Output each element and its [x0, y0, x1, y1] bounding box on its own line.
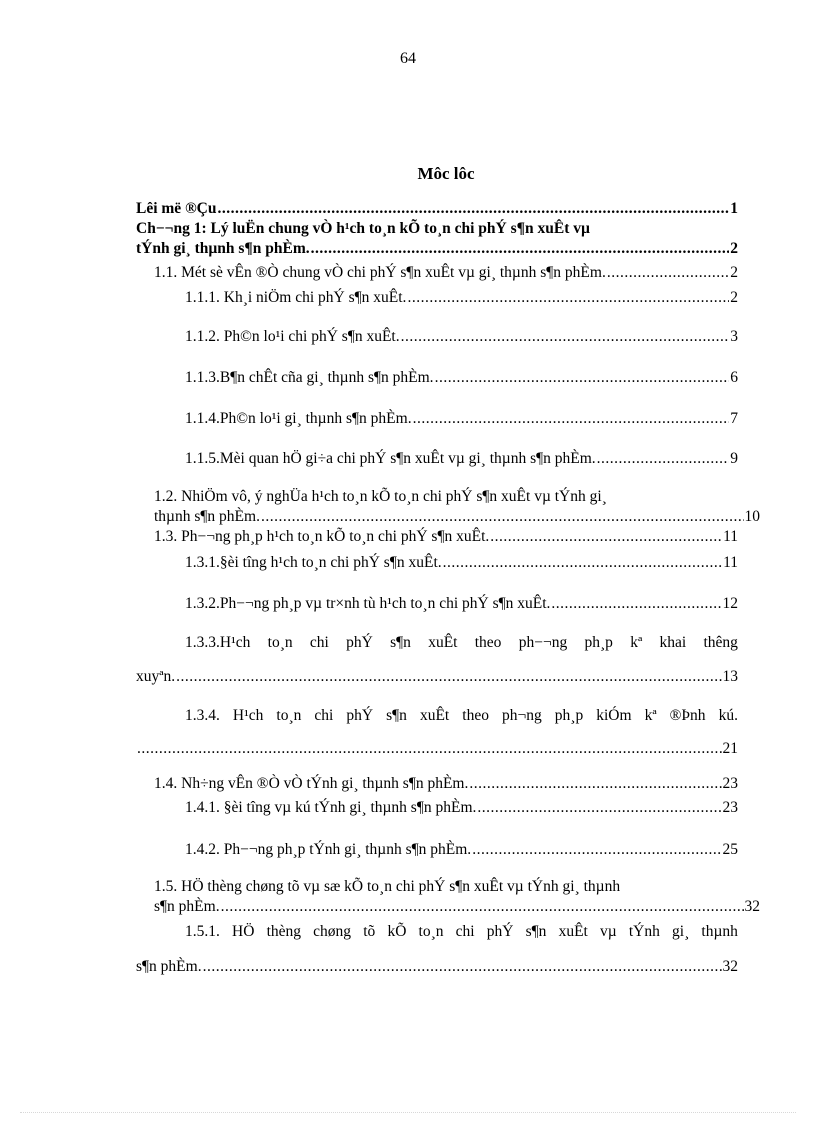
toc-title: Môc lôc [417, 164, 475, 183]
toc-entry[interactable]: 1.1.3.B¶n chÊt cña gi¸ thµnh s¶n phÈm. ..... 6 [185, 368, 738, 388]
toc-entry[interactable]: 1.1.2. Ph©n lo¹i chi phÝ s¶n xuÊt. ..... 3 [185, 327, 738, 347]
toc-entry[interactable]: 1.5.1. HÖ thèng chøng tõ kÕ to¸n chi phÝ s¶n xuÊt vµ tÝnh gi¸ thµnh [185, 923, 738, 940]
toc-entry[interactable]: 1.3.4. H¹ch to¸n chi phÝ s¶n xuÊt theo ph¬ng ph¸p kiÓm kª ®Þnh kú. [185, 707, 738, 724]
toc-entry[interactable]: Lêi më ®Çu ..... 1 [136, 199, 738, 219]
page-bottom-divider [20, 1112, 796, 1113]
toc-entry[interactable]: 1.1.4.Ph©n lo¹i gi¸ thµnh s¶n phÈm. ..... 7 [185, 409, 738, 429]
toc-entry[interactable]: 1.3.2.Ph−¬ng ph¸p vµ tr×nh tù h¹ch to¸n chi phÝ s¶n xuÊt. ..... 12 [185, 594, 738, 614]
toc-entry-continuation[interactable]: xuyªn. ..... 13 [136, 667, 738, 687]
toc-entry-continuation[interactable]: s¶n phÈm. ..... 32 [136, 957, 738, 977]
toc-entry[interactable]: 1.5. HÖ thèng chøng tõ vµ sæ kÕ to¸n chi phÝ s¶n xuÊt vµ tÝnh gi¸ thµnh s¶n phÈm. ..... 32 [154, 877, 738, 917]
toc-entry[interactable]: Ch−¬ng 1: Lý luËn chung vÒ h¹ch to¸n kÕ to¸n chi phÝ s¶n xuÊt vµ tÝnh gi¸ thµnh s¶n phÈm. ..... 2 [136, 219, 738, 259]
toc-entry[interactable]: 1.3. Ph−¬ng ph¸p h¹ch to¸n kÕ to¸n chi phÝ s¶n xuÊt. ..... 11 [154, 527, 738, 547]
toc-entry[interactable]: 1.2. NhiÖm vô, ý nghÜa h¹ch to¸n kÕ to¸n chi phÝ s¶n xuÊt vµ tÝnh gi¸ thµnh s¶n phÈm. ..... 10 [154, 487, 738, 527]
page-number: 64 [400, 50, 416, 67]
toc-entry[interactable]: 1.4.2. Ph−¬ng ph¸p tÝnh gi¸ thµnh s¶n phÈm. ..... 25 [185, 840, 738, 860]
toc-entry[interactable]: 1.1. Mét sè vÊn ®Ò chung vÒ chi phÝ s¶n xuÊt vµ gi¸ thµnh s¶n phÈm. ..... 2 [154, 263, 738, 283]
toc-entry[interactable]: 1.1.5.Mèi quan hÖ gi÷a chi phÝ s¶n xuÊt vµ gi¸ thµnh s¶n phÈm. ..... 9 [185, 449, 738, 469]
toc-entry[interactable]: 1.4.1. §èi tîng vµ kú tÝnh gi¸ thµnh s¶n phÈm. ..... 23 [185, 798, 738, 818]
toc-entry[interactable]: 1.4. Nh÷ng vÊn ®Ò vÒ tÝnh gi¸ thµnh s¶n phÈm. ..... 23 [154, 774, 738, 794]
toc-entry-continuation[interactable]: ..... 21 [136, 739, 738, 759]
toc-entry[interactable]: 1.3.1.§èi tîng h¹ch to¸n chi phÝ s¶n xuÊt. ..... 11 [185, 553, 738, 573]
toc-entry[interactable]: 1.1.1. Kh¸i niÖm chi phÝ s¶n xuÊt. ..... 2 [185, 288, 738, 308]
toc-entry[interactable]: 1.3.3.H¹ch to¸n chi phÝ s¶n xuÊt theo ph−¬ng ph¸p kª khai thêng [185, 634, 738, 651]
